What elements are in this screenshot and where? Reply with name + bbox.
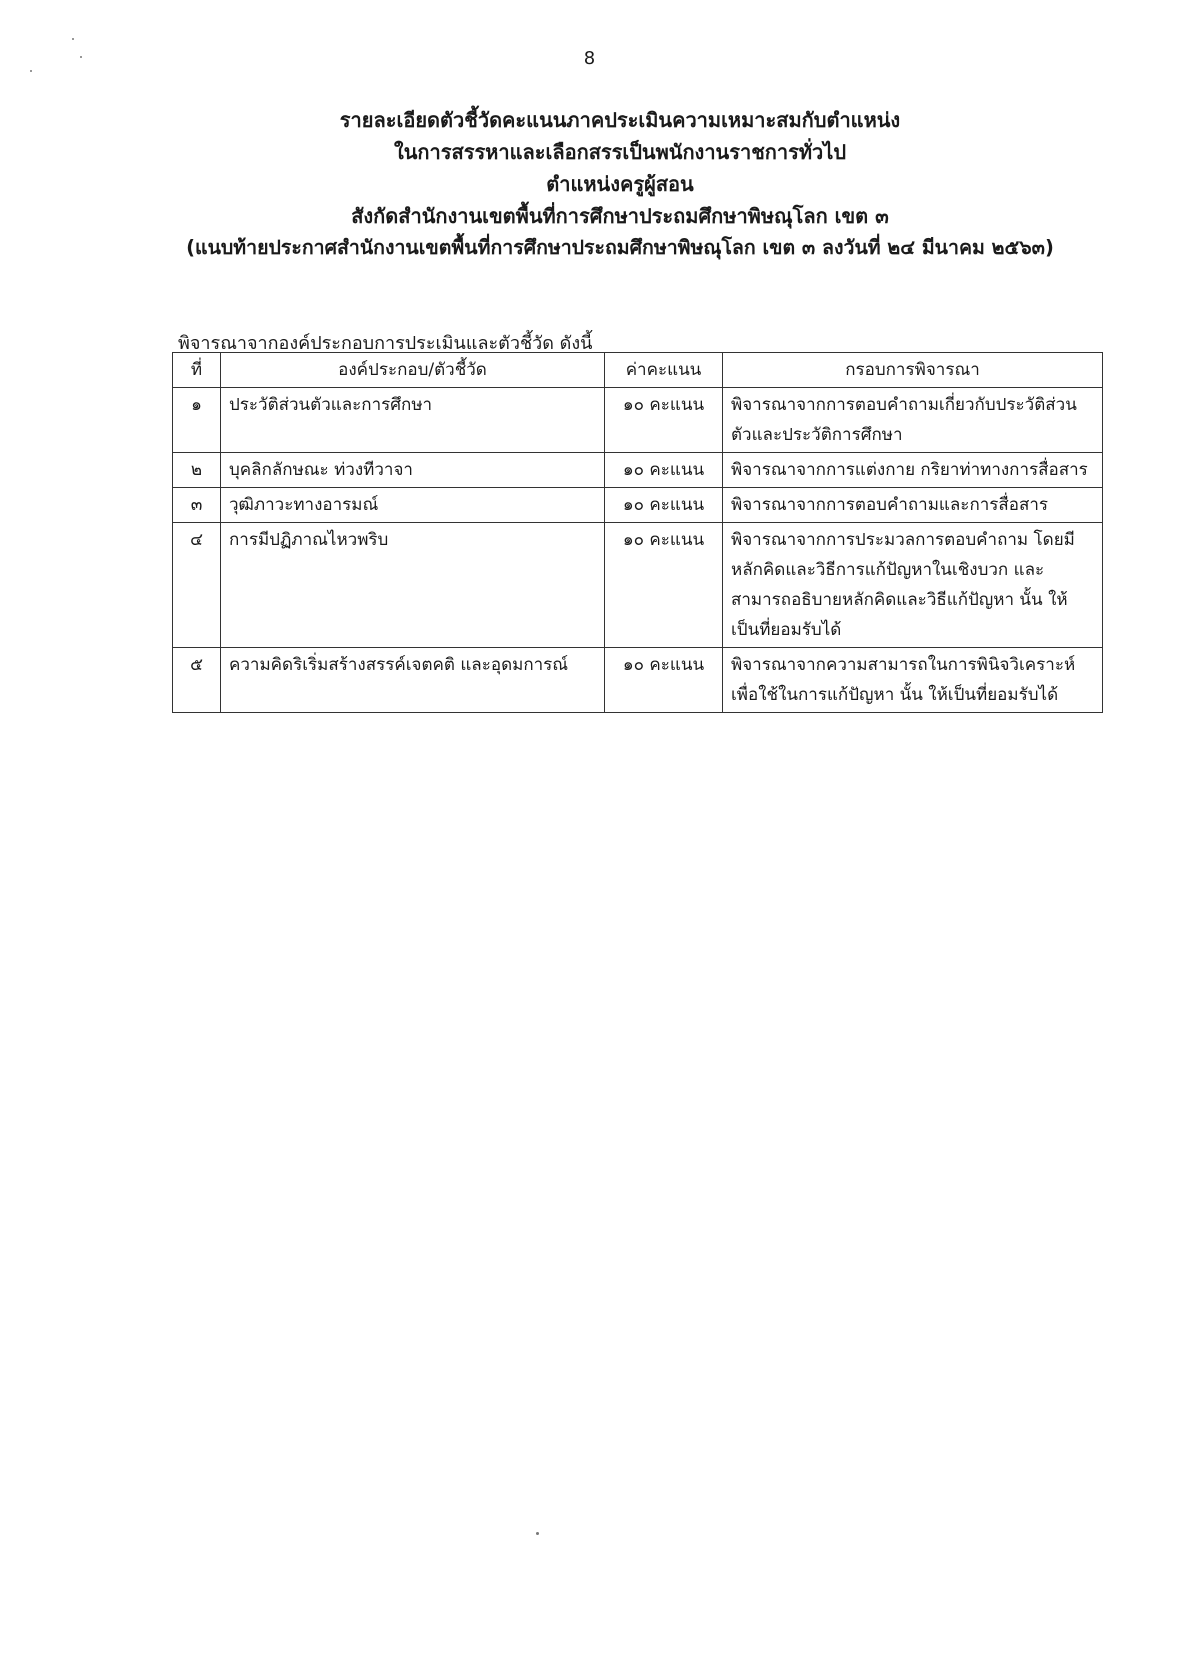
heading-line-2: ในการสรรหาและเลือกสรรเป็นพนักงานราชการทั่วไป — [393, 140, 847, 164]
heading-line-3: ตำแหน่งครูผู้สอน — [546, 172, 694, 196]
row-number: ๑ — [173, 388, 221, 453]
heading-line-5: (แนบท้ายประกาศสำนักงานเขตพื้นที่การศึกษาประถมศึกษาพิษณุโลก เขต ๓ ลงวันที่ ๒๔ มีนาคม ๒๕๖๓) — [186, 236, 1054, 259]
row-score: ๑๐ คะแนน — [605, 453, 723, 488]
criteria-table — [172, 352, 1103, 713]
row-component: ประวัติส่วนตัวและการศึกษา — [221, 388, 605, 453]
scan-speck — [80, 56, 82, 58]
intro-text: พิจารณาจากองค์ประกอบการประเมินและตัวชี้วัด ดังนี้ — [178, 333, 593, 354]
header-component: องค์ประกอบ/ตัวชี้วัด — [221, 353, 605, 388]
row-criteria: พิจารณาจากการแต่งกาย กริยาท่าทางการสื่อสาร — [723, 453, 1103, 488]
row-criteria: พิจารณาจากการประมวลการตอบคำถาม โดยมีหลักคิดและวิธีการแก้ปัญหาในเชิงบวก และสามารถอธิบายหลักคิดและวิธีแก้ปัญหา นั้น ให้เป็นที่ยอมรับได้ — [723, 523, 1103, 648]
header-criteria: กรอบการพิจารณา — [723, 353, 1103, 388]
document-heading — [40, 104, 1179, 264]
table-row — [173, 523, 1103, 648]
header-no: ที่ — [173, 353, 221, 388]
table-row — [173, 488, 1103, 523]
row-number: ๓ — [173, 488, 221, 523]
heading-line-4: สังกัดสำนักงานเขตพื้นที่การศึกษาประถมศึกษาพิษณุโลก เขต ๓ — [351, 204, 889, 228]
row-score: ๑๐ คะแนน — [605, 523, 723, 648]
row-criteria: พิจารณาจากความสามารถในการพินิจวิเคราะห์ เพื่อใช้ในการแก้ปัญหา นั้น ให้เป็นที่ยอมรับได้ — [723, 648, 1103, 713]
row-score: ๑๐ คะแนน — [605, 388, 723, 453]
row-component: การมีปฏิภาณไหวพริบ — [221, 523, 605, 648]
page-number: 8 — [583, 48, 596, 69]
row-number: ๔ — [173, 523, 221, 648]
table-row — [173, 648, 1103, 713]
row-number: ๕ — [173, 648, 221, 713]
scan-speck — [72, 38, 74, 40]
row-score: ๑๐ คะแนน — [605, 488, 723, 523]
row-criteria: พิจารณาจากการตอบคำถามและการสื่อสาร — [723, 488, 1103, 523]
row-component: ความคิดริเริ่มสร้างสรรค์เจตคติ และอุดมการณ์ — [221, 648, 605, 713]
row-component: วุฒิภาวะทางอารมณ์ — [221, 488, 605, 523]
table-row — [173, 388, 1103, 453]
row-score: ๑๐ คะแนน — [605, 648, 723, 713]
row-criteria: พิจารณาจากการตอบคำถามเกี่ยวกับประวัติส่วนตัวและประวัติการศึกษา — [723, 388, 1103, 453]
table-row — [173, 453, 1103, 488]
table-header-row — [173, 353, 1103, 388]
row-component: บุคลิกลักษณะ ท่วงทีวาจา — [221, 453, 605, 488]
scan-speck — [30, 70, 32, 72]
heading-line-1: รายละเอียดตัวชี้วัดคะแนนภาคประเมินความเหมาะสมกับตำแหน่ง — [339, 108, 901, 132]
header-score: ค่าคะแนน — [605, 353, 723, 388]
row-number: ๒ — [173, 453, 221, 488]
scan-speck — [536, 1532, 539, 1535]
